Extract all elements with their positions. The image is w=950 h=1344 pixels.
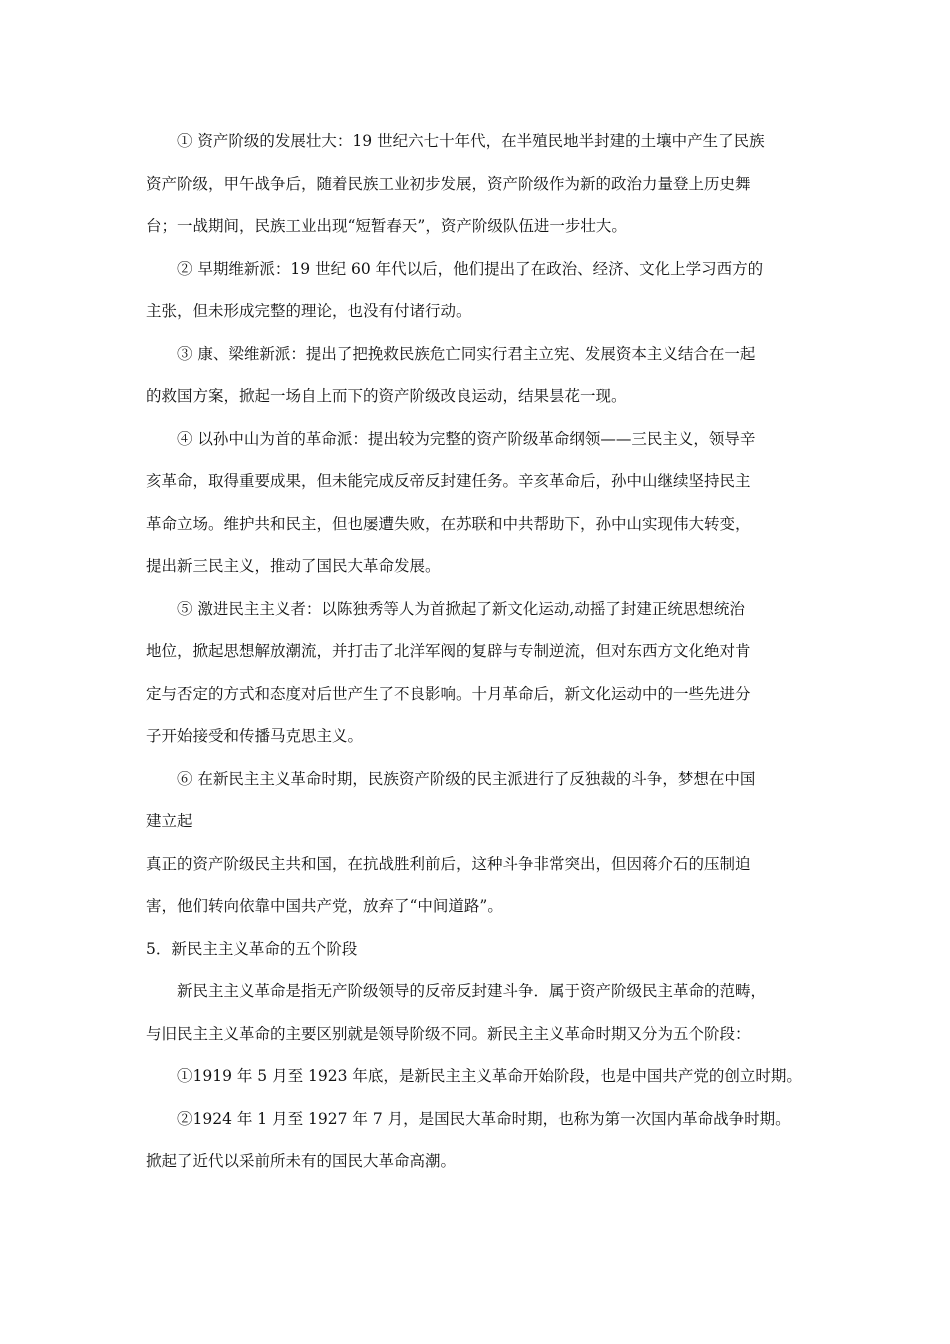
- text-line: ① 资产阶级的发展壮大：19 世纪六七十年代，在半殖民地半封建的土壤中产生了民族: [177, 132, 765, 150]
- text-line: 主张，但未形成完整的理论，也没有付诸行动。: [146, 302, 472, 320]
- text-line: 掀起了近代以采前所未有的国民大革命高潮。: [146, 1152, 457, 1170]
- text-line: 革命立场。维护共和民主，但也屡遭失败，在苏联和中共帮助下，孙中山实现伟大转变，: [146, 514, 751, 533]
- document-page: [146, 120, 810, 1183]
- text-line: ②1924 年 1 月至 1927 年 7 月，是国民大革命时期，也称为第一次国内革命战争时期。: [177, 1109, 791, 1128]
- text-line: 真正的资产阶级民主共和国，在抗战胜利前后，这种斗争非常突出，但因蒋介石的压制迫: [146, 854, 751, 873]
- text-line: 提出新三民主义，推动了国民大革命发展。: [146, 557, 441, 575]
- text-line: ⑤ 激进民主主义者：以陈独秀等人为首掀起了新文化运动,动摇了封建正统思想统治: [177, 599, 745, 618]
- text-line: 亥革命，取得重要成果，但未能完成反帝反封建任务。辛亥革命后，孙中山继续坚持民主: [146, 472, 751, 490]
- text-line: 台；一战期间，民族工业出现“短暂春天”，资产阶级队伍进一步壮大。: [146, 217, 627, 235]
- text-line: 建立起: [146, 812, 193, 830]
- text-line: 与旧民主主义革命的主要区别就是领导阶级不同。新民主主义革命时期又分为五个阶段：: [146, 1024, 751, 1043]
- text-line: 新民主主义革命是指无产阶级领导的反帝反封建斗争．属于资产阶级民主革命的范畴，: [177, 982, 767, 1000]
- text-line: 的救国方案，掀起一场自上而下的资产阶级改良运动，结果昙花一现。: [146, 387, 627, 405]
- text-line: ⑥ 在新民主主义革命时期，民族资产阶级的民主派进行了反独裁的斗争，梦想在中国: [177, 769, 756, 788]
- text-line: ② 早期维新派：19 世纪 60 年代以后，他们提出了在政治、经济、文化上学习西方的: [177, 259, 764, 278]
- text-line: 害，他们转向依靠中国共产党，放弃了“中间道路”。: [146, 897, 503, 915]
- text-line: ①1919 年 5 月至 1923 年底，是新民主主义革命开始阶段，也是中国共产党的创立时期。: [177, 1067, 802, 1085]
- text-line: 地位，掀起思想解放潮流，并打击了北洋军阀的复辟与专制逆流，但对东西方文化绝对肯: [146, 642, 751, 660]
- text-line: 子开始接受和传播马克思主义。: [146, 727, 364, 745]
- text-line: 资产阶级，甲午战争后，随着民族工业初步发展，资产阶级作为新的政治力量登上历史舞: [146, 174, 751, 193]
- section-heading: 5．新民主主义革命的五个阶段: [146, 939, 358, 958]
- text-line: ④ 以孙中山为首的革命派：提出较为完整的资产阶级革命纲领——三民主义，领导辛: [177, 429, 756, 448]
- text-line: ③ 康、梁维新派：提出了把挽救民族危亡同实行君主立宪、发展资本主义结合在一起: [177, 344, 756, 363]
- text-line: 定与否定的方式和态度对后世产生了不良影响。十月革命后，新文化运动中的一些先进分: [146, 684, 751, 703]
